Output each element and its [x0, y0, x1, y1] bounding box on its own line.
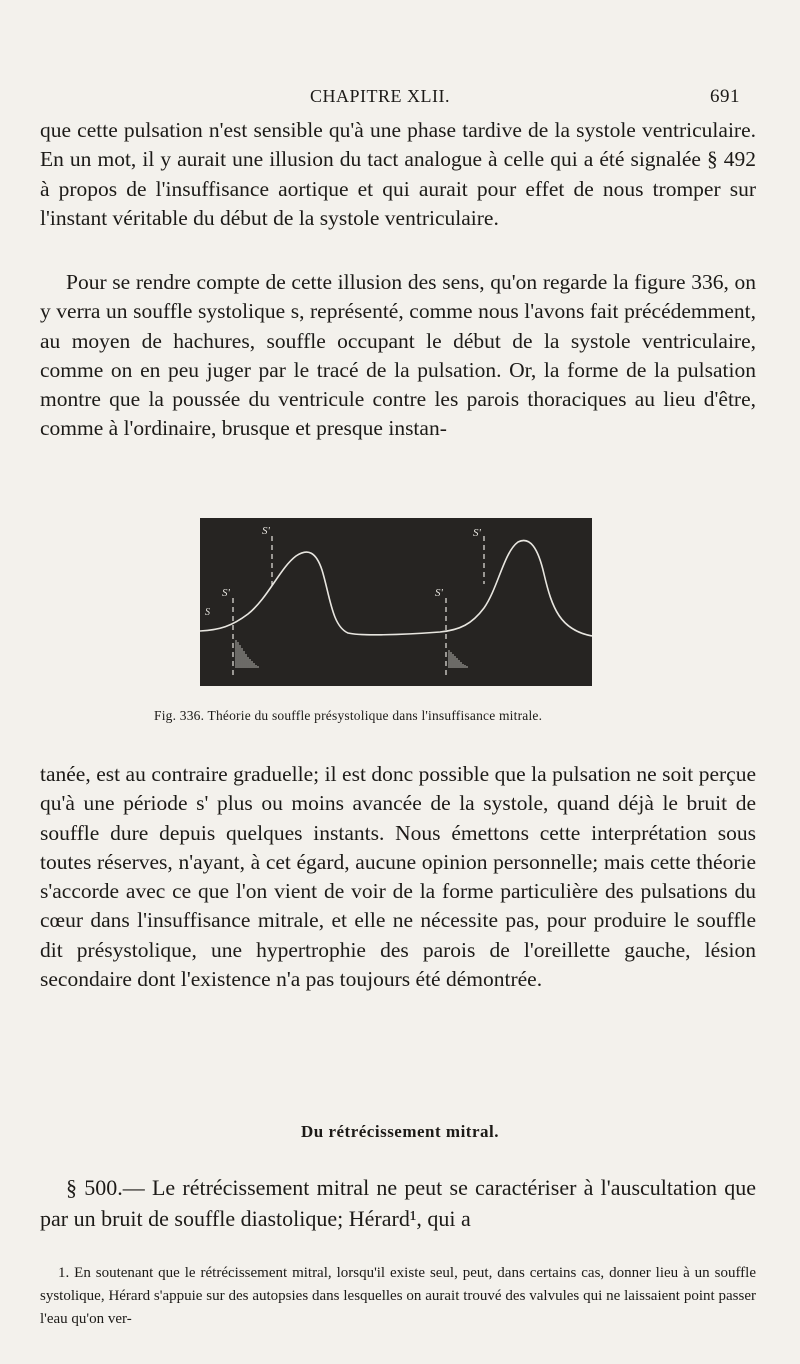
section-title: Du rétrécissement mitral. [300, 1122, 499, 1141]
footnote-1: 1. En soutenant que le rétrécissement mitral, lorsqu'il existe seul, peut, dans certains cas, donner lieu à un souffle systolique, Hérard s'appuie sur des autopsies dans lesquelles on aurait trouvé des valvules qui ne laissaient point passer l'eau qu'on ver- [40, 1265, 756, 1327]
label-s-2: S' [435, 587, 443, 599]
figure-caption: Fig. 336. Théorie du souffle présystolique dans l'insuffisance mitrale. [154, 708, 543, 723]
running-header [40, 86, 740, 114]
label-s-prime-2: S' [473, 527, 481, 539]
pulse-trace-line [200, 540, 592, 636]
paragraph-1: que cette pulsation n'est sensible qu'à une phase tardive de la systole ventriculaire. En un mot, il y aurait une illusion du tact analogue à celle qui a été signalée § 492 à propos de l'insuffisance aortique et qui aurait pour effet de nous tromper sur l'instant véritable du début de la systole ventriculaire. [40, 118, 756, 230]
page-number: 691 [710, 86, 740, 107]
label-s-prime-1: S' [262, 525, 270, 537]
murmur-hatch-2 [449, 650, 467, 668]
label-s-1: S' [222, 587, 230, 599]
murmur-hatch-1 [236, 640, 258, 668]
figure-336 [200, 518, 592, 686]
paragraph-500: § 500.— Le rétrécissement mitral ne peut se caractériser à l'auscultation que par un bruit de souffle diastolique; Hérard¹, qui a [40, 1175, 756, 1231]
label-s-small: S [205, 607, 210, 618]
pulse-tracing-diagram [200, 518, 592, 686]
chapter-title: CHAPITRE XLII. [310, 86, 450, 106]
paragraph-3: tanée, est au contraire graduelle; il est donc possible que la pulsation ne soit perçue qu'à une période s' plus ou moins avancée de la systole, quand déjà le bruit de souffle dure depuis quelques instants. Nous émettons cette interprétation sous toutes réserves, n'ayant, à cet égard, aucune opinion personnelle; mais cette théorie s'accorde avec ce que l'on vient de voir de la forme particulière des pulsations du cœur dans l'insuffisance mitrale, et elle ne nécessite pas, pour produire le souffle dit présystolique, une hypertrophie des parois de l'oreillette gauche, lésion secondaire dont l'existence n'a pas toujours été démontrée. [40, 762, 756, 992]
paragraph-2: Pour se rendre compte de cette illusion des sens, qu'on regarde la figure 336, on y verra un souffle systolique s, représenté, comme nous l'avons fait précédemment, au moyen de hachures, souffle occupant le début de la systole ventriculaire, comme on en peu juger par le tracé de la pulsation. Or, la forme de la pulsation montre que la poussée du ventricule contre les parois thoraciques au lieu d'être, comme à l'ordinaire, brusque et presque instan- [40, 270, 756, 441]
